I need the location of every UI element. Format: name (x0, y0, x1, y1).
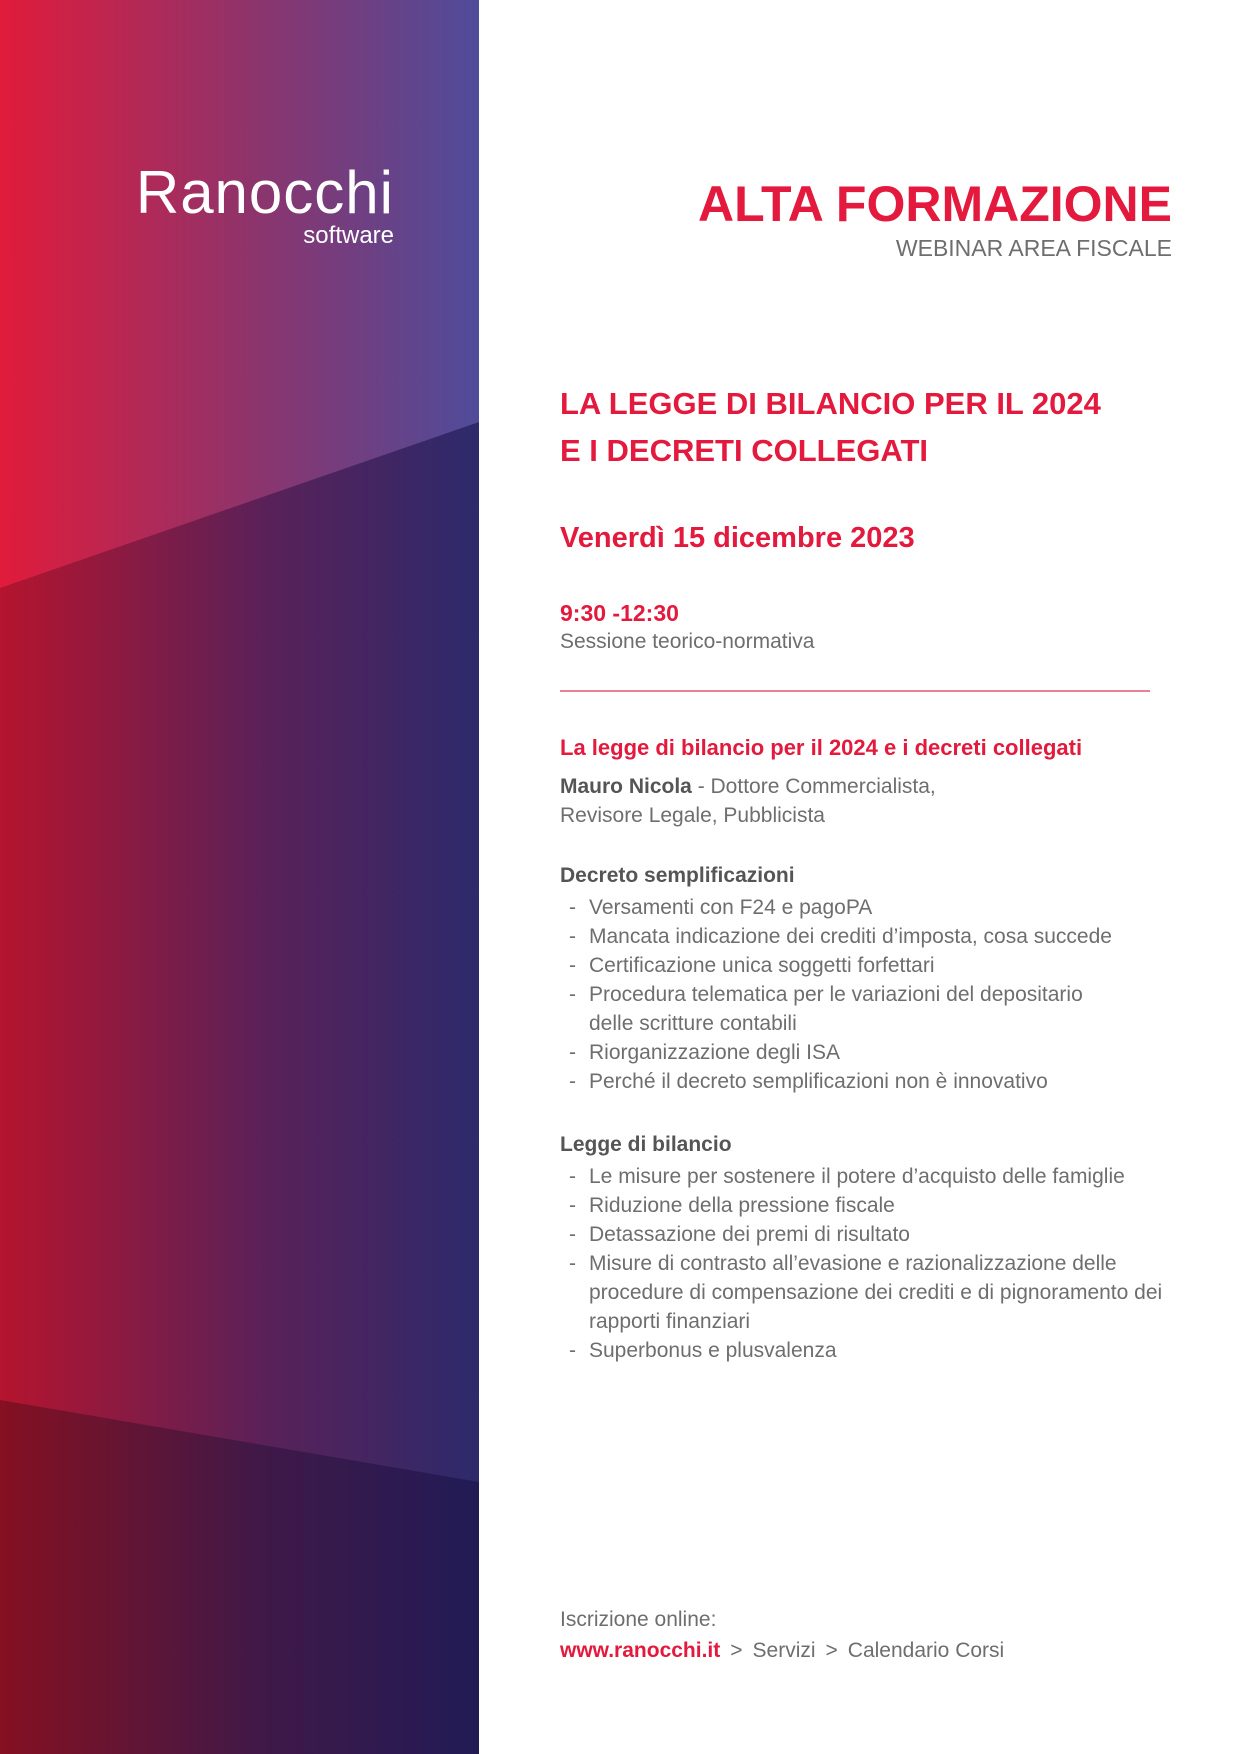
speaker-role: Revisore Legale, Pubblicista (560, 804, 825, 827)
event-title-line: E I DECRETI COLLEGATI (560, 433, 928, 468)
list-bullet: - (569, 954, 576, 977)
section-heading: Decreto semplificazioni (560, 864, 795, 887)
event-title-line: LA LEGGE DI BILANCIO PER IL 2024 (560, 386, 1101, 421)
topic-list (560, 893, 1172, 1096)
talk-title: La legge di bilancio per il 2024 e i decreti collegati (560, 735, 1083, 760)
list-bullet: - (569, 983, 576, 1006)
company-logo (110, 160, 394, 250)
list-item: - Misure di contrasto all’evasione e razionalizzazione delle procedure di compensazione dei crediti e di pignoramento dei rapporti finanziari (560, 1249, 1172, 1336)
logo-tagline: software (303, 222, 394, 249)
list-item: - Perché il decreto semplificazioni non è innovativo (560, 1067, 1172, 1096)
speaker-role: - Dottore Commercialista, (691, 775, 936, 798)
list-item: - Detassazione dei premi di risultato (560, 1220, 1172, 1249)
gradient-background (0, 0, 479, 1754)
page-subtitle: WEBINAR AREA FISCALE (895, 235, 1172, 261)
list-item: - Certificazione unica soggetti forfettari (560, 951, 1172, 980)
breadcrumb-item-calendario-corsi: Calendario Corsi (847, 1639, 1005, 1662)
event-time: 9:30 -12:30 (560, 600, 679, 626)
list-bullet: - (569, 896, 576, 919)
list-bullet: - (569, 1339, 576, 1362)
speaker-info (560, 772, 1160, 830)
list-item: - Riorganizzazione degli ISA (560, 1038, 1172, 1067)
topic-list (560, 1162, 1172, 1365)
list-bullet: - (569, 1194, 576, 1217)
page-title: ALTA FORMAZIONE (698, 176, 1172, 232)
list-bullet: - (569, 1070, 576, 1093)
section-divider (560, 690, 1150, 692)
decorative-side-panel (0, 0, 479, 1754)
list-bullet: - (569, 925, 576, 948)
list-bullet: - (569, 1252, 576, 1275)
speaker-name: Mauro Nicola (560, 775, 692, 798)
event-date: Venerdì 15 dicembre 2023 (560, 522, 915, 554)
website-link[interactable]: www.ranocchi.it (560, 1639, 721, 1662)
section-heading: Legge di bilancio (560, 1133, 732, 1156)
list-item: - Superbonus e plusvalenza (560, 1336, 1172, 1365)
list-bullet: - (569, 1223, 576, 1246)
list-item: - Mancata indicazione dei crediti d’imposta, cosa succede (560, 922, 1172, 951)
list-item: - Versamenti con F24 e pagoPA (560, 893, 1172, 922)
list-item: - Le misure per sostenere il potere d’acquisto delle famiglie (560, 1162, 1172, 1191)
registration-breadcrumb (560, 1636, 1004, 1666)
list-bullet: - (569, 1165, 576, 1188)
event-title (560, 380, 1172, 474)
list-bullet: - (569, 1041, 576, 1064)
breadcrumb-item-servizi: Servizi (752, 1639, 816, 1662)
breadcrumb-separator: > (730, 1639, 743, 1662)
event-session-type: Sessione teorico-normativa (560, 630, 815, 653)
breadcrumb-separator: > (825, 1639, 838, 1662)
registration-label: Iscrizione online: (560, 1608, 717, 1631)
list-item: - Procedura telematica per le variazioni del depositario delle scritture contabili (560, 980, 1129, 1038)
list-item: - Riduzione della pressione fiscale (560, 1191, 1172, 1220)
logo-wordmark: Ranocchi (135, 159, 394, 226)
